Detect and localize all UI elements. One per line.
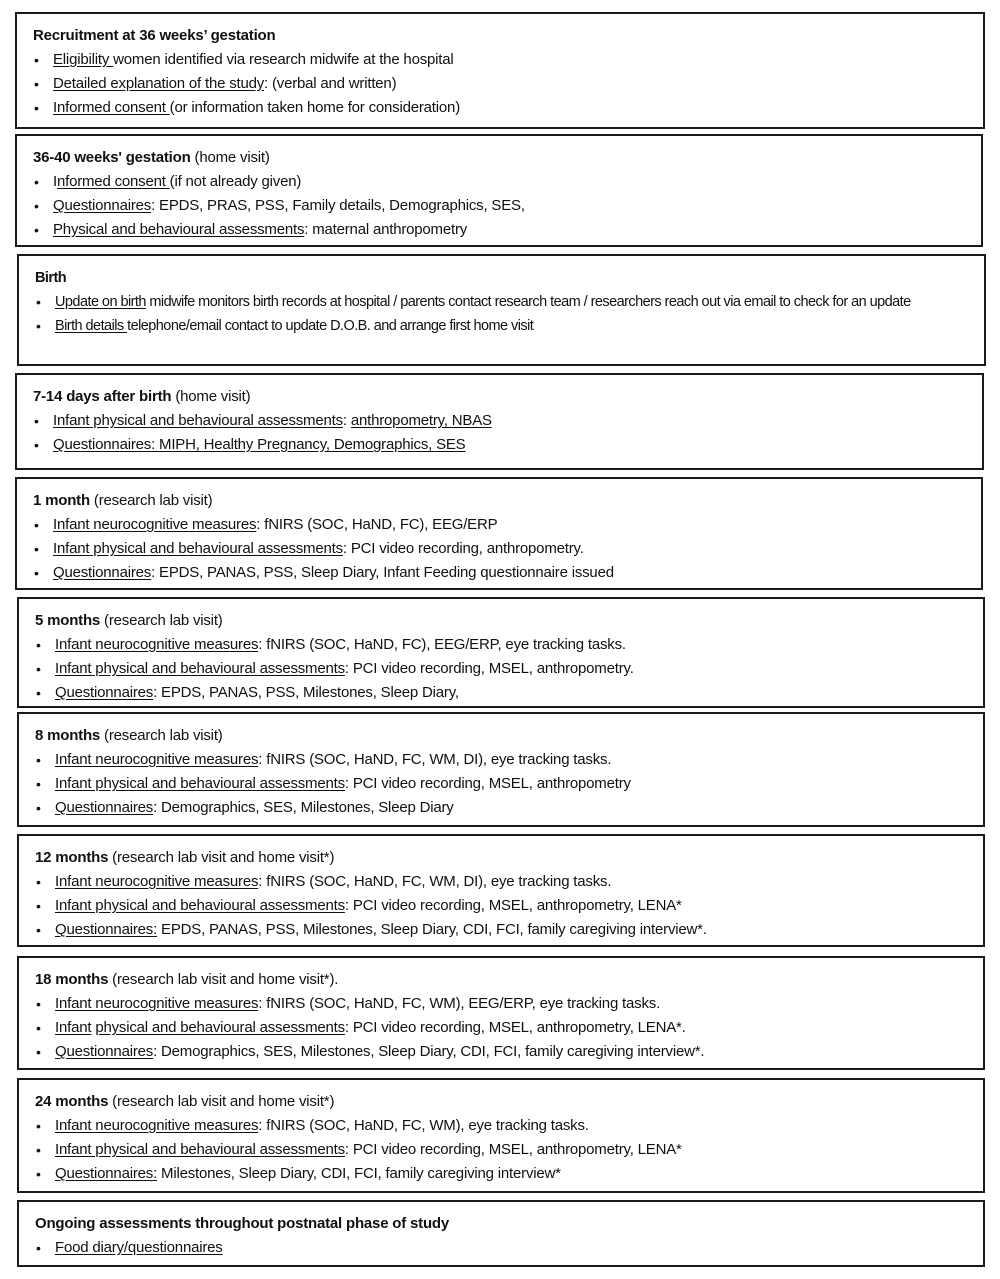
item-detail-text: : PCI video recording, MSEL, anthropometry, LENA*. — [344, 1019, 686, 1036]
section-title-bold: Ongoing assessments throughout postnatal phase of study — [35, 1215, 450, 1232]
list-item — [35, 870, 983, 894]
item-detail-text: women identified via research midwife at the hospital — [113, 51, 454, 68]
section-title — [33, 24, 983, 48]
section-box-months-12 — [17, 834, 985, 947]
bullet-icon: • — [36, 752, 41, 768]
item-underlined-label: Detailed explanation of the study — [53, 75, 265, 92]
bullet-icon: • — [36, 685, 41, 701]
list-item — [35, 681, 983, 705]
section-title-bold: Birth — [35, 270, 67, 286]
section-box-months-5 — [17, 597, 985, 708]
list-item — [35, 1040, 983, 1064]
list-item — [33, 72, 983, 96]
bullet-icon: • — [36, 294, 41, 310]
bullet-icon: • — [34, 565, 39, 581]
list-item — [35, 657, 983, 681]
section-item-list — [35, 290, 984, 338]
list-item — [35, 796, 983, 820]
section-title-bold: 12 months — [35, 849, 109, 866]
item-underlined-label: Questionnaires — [53, 564, 152, 581]
list-item — [35, 772, 983, 796]
item-underlined-label: Infant physical and behavioural assessments — [55, 1141, 345, 1158]
section-title — [35, 609, 983, 633]
bullet-icon: • — [34, 517, 39, 533]
item-underlined-label: Infant neurocognitive measures — [55, 1117, 259, 1134]
section-box-month-1 — [15, 477, 983, 590]
section-item-list — [35, 992, 983, 1064]
section-item-list — [35, 1114, 983, 1186]
bullet-icon: • — [34, 541, 39, 557]
item-underlined-label: Eligibility — [53, 51, 114, 68]
section-title-detail: (research lab visit) — [89, 492, 213, 509]
item-underlined-label: Infant neurocognitive measures — [53, 516, 257, 533]
section-title — [35, 1090, 983, 1114]
item-detail-text: : EPDS, PRAS, PSS, Family details, Demographics, SES, — [151, 197, 525, 214]
item-underlined-label: Questionnaires — [55, 1043, 154, 1060]
list-item — [33, 96, 983, 120]
bullet-icon: • — [34, 198, 39, 214]
section-title-bold: 1 month — [33, 492, 90, 509]
bullet-icon: • — [34, 76, 39, 92]
bullet-icon: • — [36, 996, 41, 1012]
section-title-bold: 24 months — [35, 1093, 109, 1110]
section-item-list — [35, 633, 983, 705]
item-underlined-label: Questionnaires — [55, 684, 154, 701]
item-underlined-label: Informed consent — [53, 99, 170, 116]
bullet-icon: • — [36, 874, 41, 890]
section-box-ongoing — [17, 1200, 985, 1267]
list-item — [35, 290, 984, 314]
item-detail-text: : fNIRS (SOC, HaND, FC, WM, DI), eye tracking tasks. — [258, 873, 612, 890]
item-detail-text: : PCI video recording, MSEL, anthropometry, LENA* — [344, 897, 682, 914]
item-underlined-label: Infant neurocognitive measures — [55, 751, 259, 768]
section-title-detail: (research lab visit) — [100, 727, 223, 744]
item-detail-text: : fNIRS (SOC, HaND, FC, WM, DI), eye tracking tasks. — [258, 751, 612, 768]
list-item — [35, 992, 983, 1016]
item-underlined-label: Infant neurocognitive measures — [55, 995, 259, 1012]
section-box-birth — [17, 254, 986, 366]
list-item — [33, 170, 981, 194]
item-detail-text: : PCI video recording, MSEL, anthropometry — [344, 775, 631, 792]
item-prefix-text: I — [53, 173, 57, 190]
list-item — [35, 1236, 983, 1260]
item-underlined-label: Infant physical and behavioural assessments — [53, 412, 343, 429]
list-item — [33, 218, 981, 242]
item-underlined-label: Infant physical and behavioural assessments — [55, 897, 345, 914]
item-underlined-label: Questionnaires: — [55, 1165, 158, 1182]
section-title — [35, 968, 983, 992]
bullet-icon: • — [34, 437, 39, 453]
item-underlined-label: Infant neurocognitive measures — [55, 636, 259, 653]
list-item — [33, 561, 981, 585]
section-title — [35, 1212, 983, 1236]
section-title-bold: 8 months — [35, 727, 101, 744]
item-underlined-label: Questionnaires: — [55, 921, 158, 938]
section-title-detail: (research lab visit and home visit*). — [108, 971, 339, 988]
item-detail-text: : (verbal and written) — [264, 75, 397, 92]
item-underlined-label: Infant physical and behavioural assessments — [55, 660, 345, 677]
item-detail-text: telephone/email contact to update D.O.B. and arrange first home visit — [127, 318, 534, 334]
list-item — [33, 194, 981, 218]
bullet-icon: • — [36, 661, 41, 677]
section-box-gestation-36-40 — [15, 134, 983, 247]
item-underlined-label: Questionnaires — [55, 799, 154, 816]
item-underlined-label: Questionnaires: MIPH, Healthy Pregnancy, Demographics, SES — [53, 436, 466, 453]
bullet-icon: • — [36, 637, 41, 653]
bullet-icon: • — [36, 1020, 41, 1036]
item-detail-text: Milestones, Sleep Diary, CDI, FCI, family caregiving interview* — [157, 1165, 561, 1182]
section-title-detail: (research lab visit) — [100, 612, 223, 629]
item-detail-text: : PCI video recording, MSEL, anthropometry. — [344, 660, 634, 677]
section-item-list — [33, 48, 983, 120]
item-detail-text: : fNIRS (SOC, HaND, FC), EEG/ERP — [256, 516, 498, 533]
section-item-list — [33, 409, 982, 457]
section-title — [35, 846, 983, 870]
bullet-icon: • — [36, 1118, 41, 1134]
section-title-bold: 18 months — [35, 971, 109, 988]
list-item — [35, 1114, 983, 1138]
bullet-icon: • — [36, 1240, 41, 1256]
section-title-detail: (research lab visit and home visit*) — [108, 1093, 335, 1110]
bullet-icon: • — [36, 800, 41, 816]
section-title-detail: (research lab visit and home visit*) — [108, 849, 335, 866]
list-item — [33, 433, 982, 457]
bullet-icon: • — [36, 922, 41, 938]
section-title-bold: 5 months — [35, 612, 101, 629]
item-detail-text: : PCI video recording, anthropometry. — [342, 540, 584, 557]
item-underlined-label: Food diary/questionnaires — [55, 1239, 223, 1256]
section-item-list — [33, 170, 981, 242]
item-underlined-label: Infant neurocognitive measures — [55, 873, 259, 890]
section-title-bold: 36-40 weeks' gestation — [33, 149, 191, 166]
item-detail-text: : EPDS, PANAS, PSS, Milestones, Sleep Diary, — [153, 684, 459, 701]
bullet-icon: • — [34, 174, 39, 190]
section-title — [35, 266, 984, 290]
section-title — [33, 385, 982, 409]
item-detail-text: : EPDS, PANAS, PSS, Sleep Diary, Infant Feeding questionnaire issued — [151, 564, 614, 581]
item-underlined-label: Update on birth — [55, 294, 146, 310]
item-detail-text: EPDS, PANAS, PSS, Milestones, Sleep Diary, CDI, FCI, family caregiving interview*. — [157, 921, 707, 938]
section-title-detail: (home visit) — [171, 388, 251, 405]
bullet-icon: • — [36, 776, 41, 792]
section-item-list — [33, 513, 981, 585]
item-underlined-label: Infant physical and behavioural assessments — [53, 540, 343, 557]
section-box-days-7-14 — [15, 373, 984, 470]
list-item — [35, 633, 983, 657]
item-underlined-label: Physical and behavioural assessments — [53, 221, 305, 238]
section-box-months-8 — [17, 712, 985, 827]
item-detail-text: : fNIRS (SOC, HaND, FC, WM), EEG/ERP, eye tracking tasks. — [258, 995, 661, 1012]
bullet-icon: • — [34, 52, 39, 68]
section-box-months-24 — [17, 1078, 985, 1193]
section-item-list — [35, 1236, 983, 1260]
section-title — [35, 724, 983, 748]
item-detail-text: (or information taken home for consideration) — [169, 99, 460, 116]
item-underlined-label: Questionnaires — [53, 197, 152, 214]
section-title-detail: (home visit) — [190, 149, 270, 166]
section-item-list — [35, 870, 983, 942]
list-item — [35, 314, 984, 338]
bullet-icon: • — [36, 318, 41, 334]
section-title — [33, 489, 981, 513]
item-detail-text: : Demographics, SES, Milestones, Sleep Diary, CDI, FCI, family caregiving interview*. — [153, 1043, 705, 1060]
section-title-bold: Recruitment at 36 weeks’ gestation — [33, 27, 276, 44]
bullet-icon: • — [36, 1044, 41, 1060]
item-underlined-label: Birth details — [55, 318, 128, 334]
item-detail-text: : PCI video recording, MSEL, anthropometry, LENA* — [344, 1141, 682, 1158]
section-title — [33, 146, 981, 170]
item-underlined-label: Infant — [55, 1019, 92, 1036]
item-detail-text: (if not already given) — [169, 173, 302, 190]
section-box-months-18 — [17, 956, 985, 1070]
list-item — [35, 894, 983, 918]
bullet-icon: • — [34, 413, 39, 429]
item-underlined-label: nformed consent — [56, 173, 170, 190]
item-detail-text: : — [342, 412, 351, 429]
list-item — [35, 1016, 983, 1040]
list-item — [33, 537, 981, 561]
item-underlined-detail: anthropometry, NBAS — [350, 412, 492, 429]
list-item — [35, 1138, 983, 1162]
bullet-icon: • — [34, 100, 39, 116]
section-title-bold: 7-14 days after birth — [33, 388, 172, 405]
item-detail-text: : maternal anthropometry — [304, 221, 468, 238]
list-item — [35, 748, 983, 772]
section-item-list — [35, 748, 983, 820]
list-item — [35, 918, 983, 942]
item-detail-text: : fNIRS (SOC, HaND, FC, WM), eye tracking tasks. — [258, 1117, 589, 1134]
bullet-icon: • — [36, 898, 41, 914]
bullet-icon: • — [36, 1142, 41, 1158]
section-box-recruitment — [15, 12, 985, 129]
item-detail-text: midwife monitors birth records at hospital / parents contact research team / researchers reach out via email to check for an update — [145, 294, 911, 310]
list-item — [35, 1162, 983, 1186]
item-detail-text: : Demographics, SES, Milestones, Sleep Diary — [153, 799, 454, 816]
list-item — [33, 409, 982, 433]
list-item — [33, 513, 981, 537]
item-underlined-label-extra: physical and behavioural assessments — [95, 1019, 345, 1036]
list-item — [33, 48, 983, 72]
bullet-icon: • — [34, 222, 39, 238]
item-underlined-label: Infant physical and behavioural assessments — [55, 775, 345, 792]
item-detail-text: : fNIRS (SOC, HaND, FC), EEG/ERP, eye tracking tasks. — [258, 636, 626, 653]
bullet-icon: • — [36, 1166, 41, 1182]
